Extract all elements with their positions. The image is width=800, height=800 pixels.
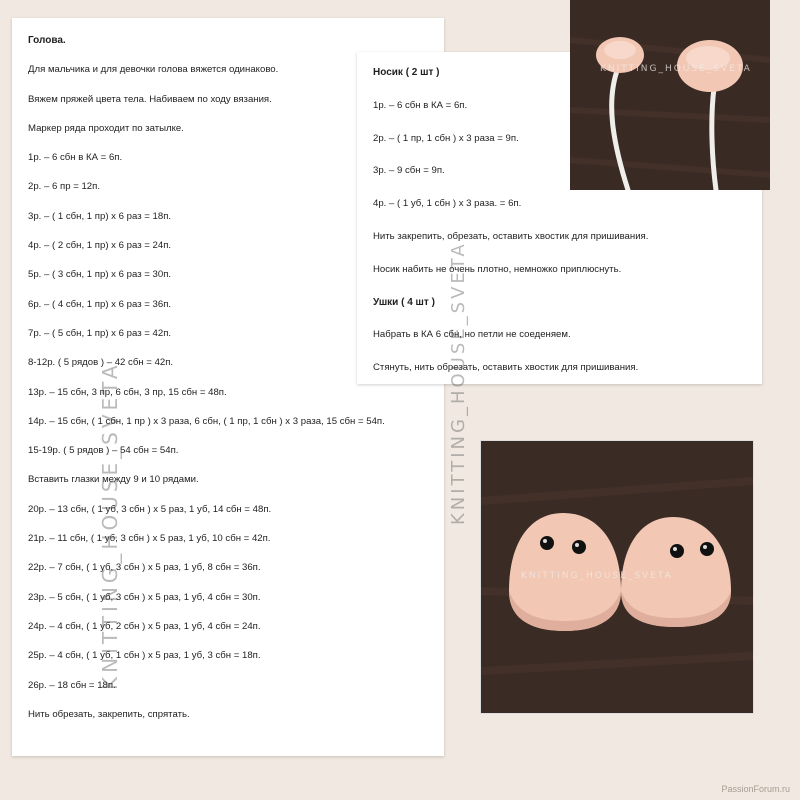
head-title: Голова. [28,35,66,46]
eye-icon [700,542,714,556]
photo-watermark: KNITTING_HOUSE_SVETA [600,64,752,74]
pattern-line: 22р. – 7 сбн, ( 1 уб, 3 сбн ) х 5 раз, 1 уб, 8 сбн = 36п. [28,562,261,574]
pattern-line: 2р. – ( 1 пр, 1 сбн ) х 3 раза = 9п. [373,132,519,144]
pattern-line: 5р. – ( 3 сбн, 1 пр) х 6 раз = 30п. [28,269,172,281]
pattern-line: 21р. – 11 сбн, ( 1 уб, 3 сбн ) х 5 раз, 1 уб, 10 сбн = 42п. [28,533,271,545]
eye-highlight [703,545,707,549]
pattern-line: 26р. – 18 сбн = 18п. [28,679,116,691]
noses-photo [570,0,770,190]
heads-photo [480,440,754,714]
pattern-line: 23р. – 5 сбн, ( 1 уб, 3 сбн ) х 5 раз, 1 уб, 4 сбн = 30п. [28,591,261,603]
pattern-line: Набрать в КА 6 сбн, но петли не соеденяем. [373,329,571,341]
pattern-line: Вяжем пряжей цвета тела. Набиваем по ходу вязания. [28,93,272,105]
pattern-line: 20р. – 13 сбн, ( 1 уб, 3 сбн ) х 5 раз, 1 уб, 14 сбн = 48п. [28,503,272,515]
eye-icon [572,540,586,554]
pattern-line: 2р. – 6 пр = 12п. [28,181,100,193]
pattern-line: Нить обрезать, закрепить, спрятать. [28,708,190,720]
pattern-line: 1р. – 6 сбн в КА = 6п. [373,99,468,111]
eye-icon [670,544,684,558]
eye-icon [540,536,554,550]
pattern-line: Нить закрепить, обрезать, оставить хвостик для пришивания. [373,230,649,242]
pattern-line: 3р. – 9 сбн = 9п. [373,165,445,177]
pattern-line: 4р. – ( 2 сбн, 1 пр) х 6 раз = 24п. [28,240,172,252]
pattern-line: 24р. – 4 сбн, ( 1 уб, 2 сбн ) х 5 раз, 1 уб, 4 сбн = 24п. [28,620,261,632]
site-credit: PassionForum.ru [721,784,790,794]
pattern-line: 4р. – ( 1 уб, 1 сбн ) х 3 раза. = 6п. [373,198,522,210]
ears-title: Ушки ( 4 шт ) [373,296,435,308]
watermark-vertical-left: KNITTING_HOUSE_SVETA [98,361,122,690]
photo-watermark: KNITTING_HOUSE_SVETA [521,571,673,581]
pattern-line: 6р. – ( 4 сбн, 1 пр) х 6 раз = 36п. [28,298,172,310]
pattern-line: 8-12р. ( 5 рядов ) – 42 сбн = 42п. [28,357,174,369]
pattern-line: Маркер ряда проходит по затылке. [28,122,184,134]
pattern-line: 25р. – 4 сбн, ( 1 уб, 1 сбн ) х 5 раз, 1 уб, 3 сбн = 18п. [28,650,261,662]
pattern-line: 7р. – ( 5 сбн, 1 пр) х 6 раз = 42п. [28,327,172,339]
pattern-line: 3р. – ( 1 сбн, 1 пр) х 6 раз = 18п. [28,210,172,222]
eye-highlight [543,539,547,543]
nose-left-highlight [604,41,636,59]
pattern-line: 15-19р. ( 5 рядов ) – 54 сбн = 54п. [28,445,179,457]
noses-illustration [570,0,770,190]
pattern-line: Для мальчика и для девочки голова вяжется одинаково. [28,64,279,76]
nose-title: Носик ( 2 шт ) [373,67,440,78]
watermark-vertical-middle: KNITTING_HOUSE_SVETA [448,241,469,525]
pattern-line: Стянуть, нить обрезать, оставить хвостик для пришивания. [373,362,639,374]
eye-highlight [575,543,579,547]
pattern-line: Носик набить не очень плотно, немножко приплюснуть. [373,263,622,275]
eye-highlight [673,547,677,551]
pattern-line: 14р. – 15 сбн, ( 1 сбн, 1 пр ) х 3 раза, 6 сбн, ( 1 пр, 1 сбн ) х 3 раза, 15 сбн = 54п. [28,415,385,427]
pattern-line: 1р. – 6 сбн в КА = 6п. [28,152,123,164]
pattern-line: Вставить глазки между 9 и 10 рядами. [28,474,199,486]
pattern-line: 13р. – 15 сбн, 3 пр, 6 сбн, 3 пр, 15 сбн = 48п. [28,386,227,398]
